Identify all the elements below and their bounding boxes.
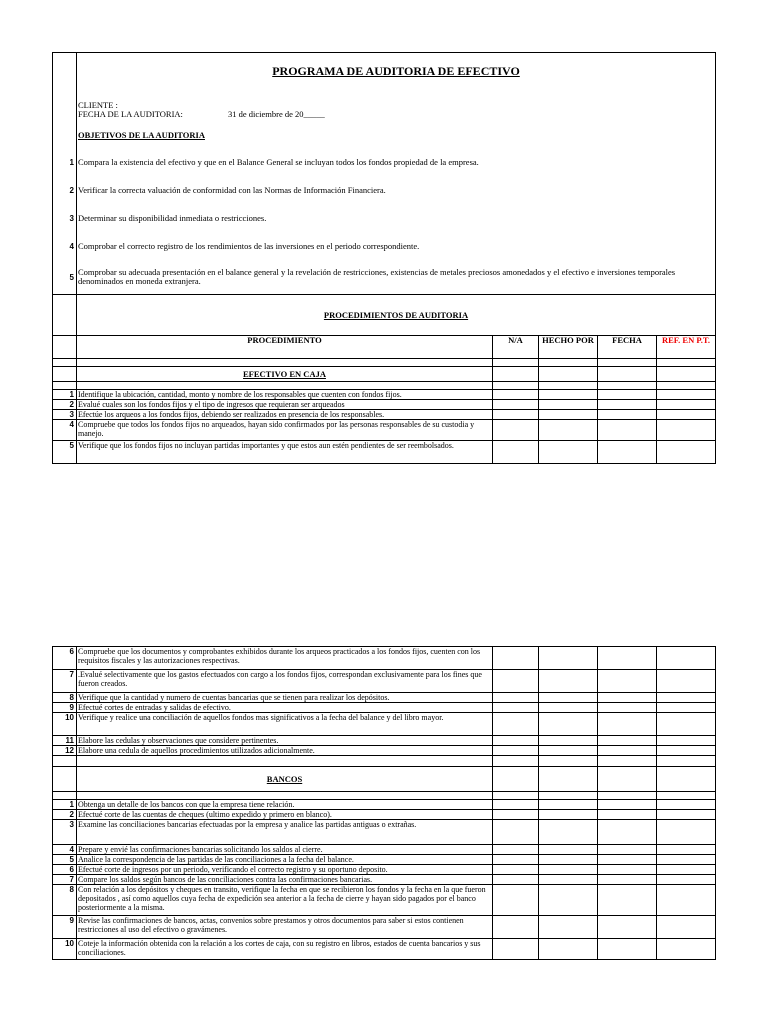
caja-procedure-row	[53, 420, 716, 441]
section-efectivo-caja: EFECTIVO EN CAJA	[77, 367, 493, 382]
bancos-procedure-number: 1	[53, 800, 77, 810]
objetivo-text: Determinar su disponibilidad inmediata o restricciones.	[77, 204, 716, 232]
fecha-cell[interactable]	[598, 670, 657, 693]
bancos-procedure-text: Coteje la información obtenida con la relación a los cortes de caja, con su registro en libros, estados de cuenta bancarios y sus conciliaciones.	[77, 939, 493, 960]
caja-procedure-row	[53, 670, 716, 693]
na-cell[interactable]	[493, 875, 539, 885]
bancos-procedure-row	[53, 865, 716, 875]
bancos-procedure-row	[53, 939, 716, 960]
fecha-cell[interactable]	[598, 420, 657, 441]
ref-cell[interactable]	[657, 875, 716, 885]
ref-cell[interactable]	[657, 390, 716, 400]
objetivo-row	[53, 260, 716, 295]
objetivos-heading: OBJETIVOS DE LA AUDITORIA	[78, 130, 205, 140]
fecha-cell[interactable]	[598, 800, 657, 810]
caja-procedure-number: 6	[53, 647, 77, 670]
fecha-cell[interactable]	[598, 647, 657, 670]
fecha-cell[interactable]	[598, 855, 657, 865]
na-cell[interactable]	[493, 736, 539, 746]
objetivo-text: Comprobar el correcto registro de los rendimientos de las inversiones en el periodo correspondiente.	[77, 232, 716, 260]
ref-cell[interactable]	[657, 400, 716, 410]
hecho-por-cell[interactable]	[539, 703, 598, 713]
fecha-cell[interactable]	[598, 916, 657, 939]
bancos-procedure-row	[53, 916, 716, 939]
hecho-por-cell[interactable]	[539, 875, 598, 885]
caja-procedure-number: 8	[53, 693, 77, 703]
caja-procedure-row	[53, 713, 716, 736]
na-cell[interactable]	[493, 713, 539, 736]
fecha-cell[interactable]	[598, 885, 657, 916]
hecho-por-cell[interactable]	[539, 647, 598, 670]
bancos-procedure-number: 5	[53, 855, 77, 865]
caja-procedure-row	[53, 736, 716, 746]
fecha-value: 31 de diciembre de 20_____	[228, 109, 325, 119]
hecho-por-cell[interactable]	[539, 670, 598, 693]
bancos-procedure-text: Revise las confirmaciones de bancos, actas, convenios sobre prestamos y otros documentos para saber si estos contienen restricciones al uso del efectivo o gravámenes.	[77, 916, 493, 939]
audit-program-table-2	[52, 646, 716, 960]
col-hecho-por: HECHO POR	[539, 336, 598, 359]
bancos-procedure-number: 8	[53, 885, 77, 916]
fecha-cell[interactable]	[598, 693, 657, 703]
caja-procedure-text: Compruebe que los documentos y comprobantes exhibidos durante los arqueos practicados a los fondos fijos, cuenten con los requisitos fiscales y las autorizaciones respectivas.	[77, 647, 493, 670]
na-cell[interactable]	[493, 441, 539, 464]
caja-procedure-row	[53, 647, 716, 670]
ref-cell[interactable]	[657, 939, 716, 960]
na-cell[interactable]	[493, 855, 539, 865]
caja-procedure-text: Verifique y realice una conciliación de aquellos fondos mas significativos a la fecha del balance y del libro mayor.	[77, 713, 493, 736]
hecho-por-cell[interactable]	[539, 420, 598, 441]
caja-procedure-text: Compruebe que todos los fondos fijos no arqueados, hayan sido confirmados por las personas responsables de su custodia y manejo.	[77, 420, 493, 441]
bancos-procedure-row	[53, 800, 716, 810]
caja-procedure-text: Elabore las cedulas y observaciones que considere pertinentes.	[77, 736, 493, 746]
fecha-cell[interactable]	[598, 400, 657, 410]
na-cell[interactable]	[493, 400, 539, 410]
bancos-procedure-text: Examine las conciliaciones bancarias efectuadas por la empresa y analice las partidas antiguas o extrañas.	[77, 820, 493, 845]
bancos-procedure-text: Efectué corte de las cuentas de cheques (ultimo expedido y primero en blanco).	[77, 810, 493, 820]
objetivo-text: Verificar la correcta valuación de conformidad con las Normas de Información Financiera.	[77, 176, 716, 204]
caja-procedure-row	[53, 390, 716, 400]
hecho-por-cell[interactable]	[539, 441, 598, 464]
ref-cell[interactable]	[657, 845, 716, 855]
bancos-procedure-row	[53, 845, 716, 855]
ref-cell[interactable]	[657, 420, 716, 441]
caja-procedure-row	[53, 693, 716, 703]
caja-procedure-number: 2	[53, 400, 77, 410]
na-cell[interactable]	[493, 820, 539, 845]
ref-cell[interactable]	[657, 647, 716, 670]
bancos-procedure-number: 4	[53, 845, 77, 855]
ref-cell[interactable]	[657, 441, 716, 464]
fecha-cell[interactable]	[598, 441, 657, 464]
caja-procedure-number: 9	[53, 703, 77, 713]
hecho-por-cell[interactable]	[539, 400, 598, 410]
ref-cell[interactable]	[657, 713, 716, 736]
objetivo-number: 1	[53, 148, 77, 176]
fecha-cell[interactable]	[598, 410, 657, 420]
fecha-cell[interactable]	[598, 810, 657, 820]
na-cell[interactable]	[493, 800, 539, 810]
caja-procedure-number: 7	[53, 670, 77, 693]
hecho-por-cell[interactable]	[539, 713, 598, 736]
bancos-procedure-text: Analice la correspondencia de las partidas de las conciliaciones a la fecha del balance.	[77, 855, 493, 865]
bancos-procedure-number: 3	[53, 820, 77, 845]
objetivo-number: 5	[53, 260, 77, 295]
ref-cell[interactable]	[657, 746, 716, 756]
objetivo-number: 2	[53, 176, 77, 204]
na-cell[interactable]	[493, 420, 539, 441]
bancos-procedure-number: 2	[53, 810, 77, 820]
caja-procedure-number: 12	[53, 746, 77, 756]
na-cell[interactable]	[493, 746, 539, 756]
hecho-por-cell[interactable]	[539, 820, 598, 845]
hecho-por-cell[interactable]	[539, 390, 598, 400]
bancos-procedure-number: 7	[53, 875, 77, 885]
ref-cell[interactable]	[657, 410, 716, 420]
audit-program-table-1	[52, 52, 716, 464]
caja-procedure-number: 3	[53, 410, 77, 420]
caja-procedure-text: Elabore una cedula de aquellos procedimientos utilizados adicionalmente.	[77, 746, 493, 756]
audit-program-page-1	[52, 52, 715, 464]
hecho-por-cell[interactable]	[539, 855, 598, 865]
bancos-procedure-row	[53, 855, 716, 865]
fecha-cell[interactable]	[598, 939, 657, 960]
caja-procedure-text: Efectué cortes de entradas y salidas de efectivo.	[77, 703, 493, 713]
fecha-cell[interactable]	[598, 820, 657, 845]
na-cell[interactable]	[493, 885, 539, 916]
fecha-cell[interactable]	[598, 875, 657, 885]
na-cell[interactable]	[493, 916, 539, 939]
objetivo-row	[53, 232, 716, 260]
col-fecha: FECHA	[598, 336, 657, 359]
fecha-cell[interactable]	[598, 703, 657, 713]
ref-cell[interactable]	[657, 820, 716, 845]
bancos-procedure-text: Compare los saldos según bancos de las conciliaciones contra las confirmaciones bancarias.	[77, 875, 493, 885]
caja-procedure-text: Verifique que la cantidad y numero de cuentas bancarias que se tienen para realizar los depósitos.	[77, 693, 493, 703]
hecho-por-cell[interactable]	[539, 845, 598, 855]
fecha-cell[interactable]	[598, 746, 657, 756]
objetivo-row	[53, 204, 716, 232]
objetivo-text: Comprobar su adecuada presentación en el balance general y la revelación de restricciones, existencias de metales preciosos amonedados y el efectivo e inversiones temporales denominados en moneda extranjera.	[77, 260, 716, 295]
na-cell[interactable]	[493, 647, 539, 670]
hecho-por-cell[interactable]	[539, 736, 598, 746]
bancos-procedure-row	[53, 885, 716, 916]
objetivo-text: Compara la existencia del efectivo y que en el Balance General se incluyan todos los fondos propiedad de la empresa.	[77, 148, 716, 176]
fecha-label: FECHA DE LA AUDITORIA:	[78, 109, 183, 119]
col-na: N/A	[493, 336, 539, 359]
na-cell[interactable]	[493, 390, 539, 400]
bancos-procedure-number: 10	[53, 939, 77, 960]
caja-procedure-number: 5	[53, 441, 77, 464]
fecha-cell[interactable]	[598, 736, 657, 746]
fecha-cell[interactable]	[598, 390, 657, 400]
ref-cell[interactable]	[657, 885, 716, 916]
objetivo-row	[53, 176, 716, 204]
caja-procedure-number: 1	[53, 390, 77, 400]
objetivo-row	[53, 148, 716, 176]
fecha-cell[interactable]	[598, 713, 657, 736]
audit-program-page-2	[52, 646, 715, 960]
bancos-procedure-number: 6	[53, 865, 77, 875]
caja-procedure-number: 4	[53, 420, 77, 441]
caja-procedure-text: Evalué cuales son los fondos fijos y el tipo de ingresos que requieran ser arqueados	[77, 400, 493, 410]
bancos-procedure-row	[53, 810, 716, 820]
na-cell[interactable]	[493, 939, 539, 960]
bancos-procedure-text: Efectué corte de ingresos por un periodo, verificando el correcto registro y su oportuno deposito.	[77, 865, 493, 875]
hecho-por-cell[interactable]	[539, 885, 598, 916]
caja-procedure-text: Verifique que los fondos fijos no incluyan partidas importantes y que estos aun estén pendientes de ser reembolsados.	[77, 441, 493, 464]
caja-procedure-number: 11	[53, 736, 77, 746]
bancos-procedure-number: 9	[53, 916, 77, 939]
na-cell[interactable]	[493, 693, 539, 703]
section-bancos: BANCOS	[77, 767, 493, 792]
hecho-por-cell[interactable]	[539, 939, 598, 960]
na-cell[interactable]	[493, 703, 539, 713]
procedimientos-heading: PROCEDIMIENTOS DE AUDITORIA	[77, 295, 716, 336]
hecho-por-cell[interactable]	[539, 746, 598, 756]
objetivo-number: 4	[53, 232, 77, 260]
bancos-procedure-row	[53, 820, 716, 845]
ref-cell[interactable]	[657, 865, 716, 875]
caja-procedure-number: 10	[53, 713, 77, 736]
caja-procedure-row	[53, 410, 716, 420]
ref-cell[interactable]	[657, 693, 716, 703]
ref-cell[interactable]	[657, 736, 716, 746]
caja-procedure-text: .Evalué selectivamente que los gastos efectuados con cargo a los fondos fijos, correspondan exclusivamente para los fines que fueron creados.	[77, 670, 493, 693]
ref-cell[interactable]	[657, 800, 716, 810]
ref-cell[interactable]	[657, 703, 716, 713]
fecha-cell[interactable]	[598, 845, 657, 855]
cliente-label: CLIENTE :	[78, 100, 118, 110]
col-ref-pt: REF. EN P.T.	[657, 336, 716, 359]
hecho-por-cell[interactable]	[539, 410, 598, 420]
col-procedimiento: PROCEDIMIENTO	[77, 336, 493, 359]
caja-procedure-text: Identifique la ubicación, cantidad, monto y nombre de los responsables que cuenten con fondos fijos.	[77, 390, 493, 400]
fecha-cell[interactable]	[598, 865, 657, 875]
caja-procedure-row	[53, 400, 716, 410]
bancos-procedure-text: Prepare y envié las confirmaciones bancarias solicitando los saldos al cierre.	[77, 845, 493, 855]
hecho-por-cell[interactable]	[539, 865, 598, 875]
hecho-por-cell[interactable]	[539, 693, 598, 703]
na-cell[interactable]	[493, 810, 539, 820]
caja-procedure-row	[53, 746, 716, 756]
ref-cell[interactable]	[657, 855, 716, 865]
caja-procedure-row	[53, 441, 716, 464]
caja-procedure-text: Efectúe los arqueos a los fondos fijos, debiendo ser realizados en presencia de los responsables.	[77, 410, 493, 420]
na-cell[interactable]	[493, 845, 539, 855]
hecho-por-cell[interactable]	[539, 916, 598, 939]
na-cell[interactable]	[493, 670, 539, 693]
bancos-procedure-row	[53, 875, 716, 885]
ref-cell[interactable]	[657, 916, 716, 939]
ref-cell[interactable]	[657, 810, 716, 820]
bancos-procedure-text: Con relación a los depósitos y cheques en transito, verifique la fecha en que se recibieron los fondos y la fecha en la que fueron depositados , así como aquellos cuya fecha de expedición sea anterior a la fecha de cierre y hayan sido pagados por el banco posteriormente a la misma.	[77, 885, 493, 916]
na-cell[interactable]	[493, 865, 539, 875]
hecho-por-cell[interactable]	[539, 800, 598, 810]
hecho-por-cell[interactable]	[539, 810, 598, 820]
ref-cell[interactable]	[657, 670, 716, 693]
document-title: PROGRAMA DE AUDITORIA DE EFECTIVO	[77, 53, 716, 98]
caja-procedure-row	[53, 703, 716, 713]
objetivo-number: 3	[53, 204, 77, 232]
bancos-procedure-text: Obtenga un detalle de los bancos con que la empresa tiene relación.	[77, 800, 493, 810]
na-cell[interactable]	[493, 410, 539, 420]
